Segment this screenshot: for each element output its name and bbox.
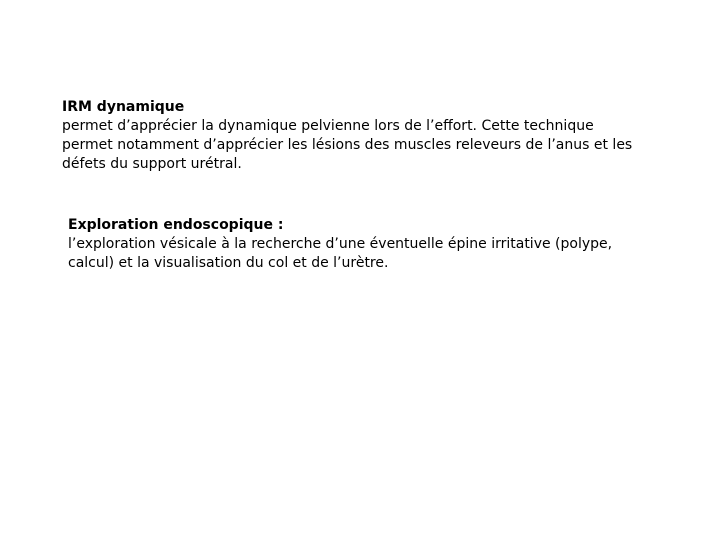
section-text-line: permet d’apprécier la dynamique pelvienne lors de l’effort. Cette technique	[62, 118, 594, 134]
section-text-line: permet notamment d’apprécier les lésions des muscles releveurs de l’anus et les	[62, 137, 633, 153]
section-heading: Exploration endoscopique :	[68, 217, 284, 233]
section-text-line: défets du support urétral.	[62, 156, 242, 172]
section-exploration-endoscopique	[68, 216, 678, 273]
section-text-line: l’exploration vésicale à la recherche d’une éventuelle épine irritative (polype,	[68, 236, 613, 252]
section-text-line: calcul) et la visualisation du col et de l’urètre.	[68, 255, 389, 271]
section-irm-dynamique	[62, 98, 672, 174]
section-heading: IRM dynamique	[62, 99, 185, 115]
